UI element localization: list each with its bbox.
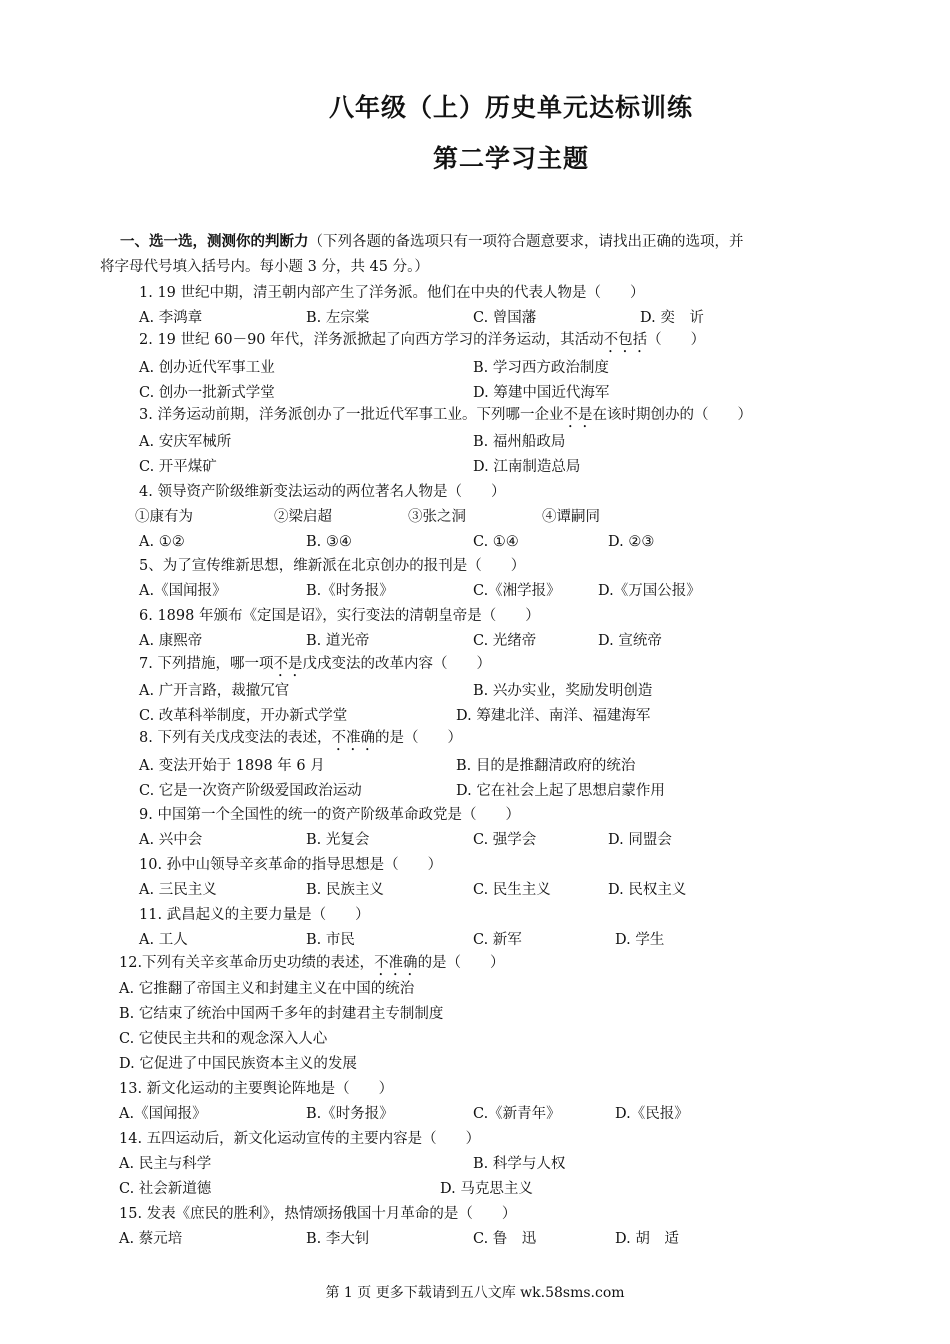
q14-option-a: A. 民主与科学 xyxy=(119,1156,212,1172)
question-10-stem: 10. 孙中山领导辛亥革命的指导思想是（ ） xyxy=(139,857,443,873)
q2-option-d: D. 筹建中国近代海军 xyxy=(473,385,610,401)
question-4-stem: 4. 领导资产阶级维新变法运动的两位著名人物是（ ） xyxy=(139,484,506,500)
q12-option-c: C. 它使民主共和的观念深入人心 xyxy=(119,1031,328,1047)
q4-option-d: D. ②③ xyxy=(608,534,655,550)
page-title: 八年级（上）历史单元达标训练 xyxy=(328,93,693,122)
q7-option-d: D. 筹建北洋、南洋、福建海军 xyxy=(456,708,651,724)
q6-option-b: B. 道光帝 xyxy=(306,633,370,649)
question-15-stem: 15. 发表《庶民的胜利》，热情颂扬俄国十月革命的是（ ） xyxy=(119,1206,517,1222)
q4-item-3: ③张之洞 xyxy=(408,509,466,525)
q5-option-a: A.《国闻报》 xyxy=(139,583,227,599)
q6-option-a: A. 康熙帝 xyxy=(139,633,203,649)
page-subtitle: 第二学习主题 xyxy=(432,144,589,173)
section-intro xyxy=(100,230,860,280)
q1-option-a: A. 李鸿章 xyxy=(139,310,203,326)
q4-item-4: ④谭嗣同 xyxy=(542,509,600,525)
q11-option-a: A. 工人 xyxy=(139,932,188,948)
q10-option-c: C. 民生主义 xyxy=(473,882,551,898)
question-9-stem: 9. 中国第一个全国性的统一的资产阶级革命政党是（ ） xyxy=(139,807,520,823)
q5-option-b: B.《时务报》 xyxy=(306,583,394,599)
q10-option-a: A. 三民主义 xyxy=(139,882,217,898)
q7-option-a: A. 广开言路，裁撤冗官 xyxy=(139,683,290,699)
q5-option-d: D.《万国公报》 xyxy=(598,583,701,599)
q7-option-c: C. 改革科举制度，开办新式学堂 xyxy=(139,708,348,724)
q5-option-c: C.《湘学报》 xyxy=(473,583,561,599)
q6-option-c: C. 光绪帝 xyxy=(473,633,537,649)
q8-option-d: D. 它在社会上起了思想启蒙作用 xyxy=(456,783,665,799)
q4-item-2: ②梁启超 xyxy=(274,509,332,525)
q4-item-1: ①康有为 xyxy=(135,509,193,525)
q9-option-c: C. 强学会 xyxy=(473,832,537,848)
q15-option-c: C. 鲁 迅 xyxy=(473,1231,537,1247)
q9-option-b: B. 光复会 xyxy=(306,832,370,848)
q8-option-b: B. 目的是推翻清政府的统治 xyxy=(456,758,636,774)
q15-option-d: D. 胡 适 xyxy=(615,1231,679,1247)
q1-option-d: D. 奕 䜣 xyxy=(640,310,704,326)
question-8-stem: 8. 下列有关戊戌变法的表述，不准确的是（ ） xyxy=(139,730,462,746)
section-instruction-b: 将字母代号填入括号内。每小题 3 分，共 45 分。） xyxy=(100,259,429,275)
q7-option-b: B. 兴办实业，奖励发明创造 xyxy=(473,683,653,699)
q1-option-b: B. 左宗棠 xyxy=(306,310,370,326)
q14-option-b: B. 科学与人权 xyxy=(473,1156,566,1172)
q2-option-a: A. 创办近代军事工业 xyxy=(139,360,275,376)
section-instruction-a: （下列各题的备选项只有一项符合题意要求，请找出正确的选项，并 xyxy=(308,234,744,250)
section-heading: 一、选一选，测测你的判断力 xyxy=(120,234,309,250)
q12-option-d: D. 它促进了中国民族资本主义的发展 xyxy=(119,1056,357,1072)
q2-option-c: C. 创办一批新式学堂 xyxy=(139,385,275,401)
question-2-stem: 2. 19 世纪 60－90 年代，洋务派掀起了向西方学习的洋务运动，其活动不包括（ ） xyxy=(139,332,706,348)
q6-option-d: D. 宣统帝 xyxy=(598,633,662,649)
q4-option-b: B. ③④ xyxy=(306,534,352,550)
q12-option-a: A. 它推翻了帝国主义和封建主义在中国的统治 xyxy=(119,981,415,997)
q8-option-c: C. 它是一次资产阶级爱国政治运动 xyxy=(139,783,362,799)
q13-option-a: A.《国闻报》 xyxy=(119,1106,207,1122)
q12-option-b: B. 它结束了统治中国两千多年的封建君主专制制度 xyxy=(119,1006,444,1022)
question-13-stem: 13. 新文化运动的主要舆论阵地是（ ） xyxy=(119,1081,394,1097)
q3-option-a: A. 安庆军械所 xyxy=(139,434,232,450)
question-12-stem: 12.下列有关辛亥革命历史功绩的表述，不准确的是（ ） xyxy=(119,955,505,971)
question-5-stem: 5、为了宣传维新思想，维新派在北京创办的报刊是（ ） xyxy=(139,558,526,574)
q10-option-d: D. 民权主义 xyxy=(608,882,687,898)
q11-option-d: D. 学生 xyxy=(615,932,665,948)
q3-option-b: B. 福州船政局 xyxy=(473,434,566,450)
q11-option-c: C. 新军 xyxy=(473,932,522,948)
q11-option-b: B. 市民 xyxy=(306,932,355,948)
q3-option-d: D. 江南制造总局 xyxy=(473,459,581,475)
q13-option-b: B.《时务报》 xyxy=(306,1106,394,1122)
q10-option-b: B. 民族主义 xyxy=(306,882,384,898)
q9-option-a: A. 兴中会 xyxy=(139,832,203,848)
question-14-stem: 14. 五四运动后，新文化运动宣传的主要内容是（ ） xyxy=(119,1131,481,1147)
question-7-stem: 7. 下列措施，哪一项不是戊戌变法的改革内容（ ） xyxy=(139,656,491,672)
q13-option-d: D.《民报》 xyxy=(615,1106,689,1122)
q15-option-a: A. 蔡元培 xyxy=(119,1231,183,1247)
question-3-stem: 3. 洋务运动前期，洋务派创办了一批近代军事工业。下列哪一企业不是在该时期创办的（ ） xyxy=(139,407,752,423)
q13-option-c: C.《新青年》 xyxy=(473,1106,561,1122)
question-11-stem: 11. 武昌起义的主要力量是（ ） xyxy=(139,907,370,923)
q2-option-b: B. 学习西方政治制度 xyxy=(473,360,609,376)
page-footer: 第 1 页 更多下载请到五八文库 wk.58sms.com xyxy=(325,1285,625,1301)
q14-option-c: C. 社会新道德 xyxy=(119,1181,212,1197)
q14-option-d: D. 马克思主义 xyxy=(440,1181,533,1197)
q3-option-c: C. 开平煤矿 xyxy=(139,459,217,475)
question-6-stem: 6. 1898 年颁布《定国是诏》，实行变法的清朝皇帝是（ ） xyxy=(139,608,540,624)
q15-option-b: B. 李大钊 xyxy=(306,1231,370,1247)
question-1-stem: 1. 19 世纪中期，清王朝内部产生了洋务派。他们在中央的代表人物是（ ） xyxy=(139,285,645,301)
q8-option-a: A. 变法开始于 1898 年 6 月 xyxy=(139,758,325,774)
q1-option-c: C. 曾国藩 xyxy=(473,310,537,326)
q4-option-c: C. ①④ xyxy=(473,534,519,550)
q4-option-a: A. ①② xyxy=(139,534,185,550)
q9-option-d: D. 同盟会 xyxy=(608,832,672,848)
